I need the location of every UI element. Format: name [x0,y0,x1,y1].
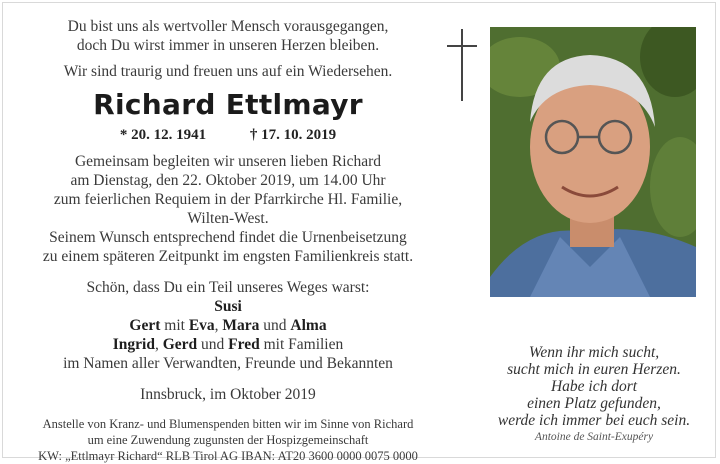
donation-note [17,416,439,464]
quote-line: sucht mich in euren Herzen. [507,361,681,378]
ceremony-line: zum feierlichen Requiem in der Pfarrkirche Hl. Familie, [53,191,403,208]
donation-line: Anstelle von Kranz- und Blumenspenden bitten wir im Sinne von Richard [42,417,414,431]
intro-line-1: Du bist uns als wertvoller Mensch vorausgegangen, [67,18,389,35]
memorial-quote [481,344,707,429]
quote-line: werde ich immer bei euch sein. [497,412,691,429]
quote-line: Wenn ihr mich sucht, [528,344,660,361]
obituary-card [2,2,716,463]
death-date: † 17. 10. 2019 [249,127,337,143]
intro-line-2: doch Du wirst immer in unseren Herzen bleiben. [76,37,380,54]
donation-line: KW: „Ettlmayr Richard“ RLB Tirol AG IBAN: AT20 3600 0000 0075 0000 [38,449,418,463]
intro-line-3: Wir sind traurig und freuen uns auf ein Wiedersehen. [63,63,393,80]
ceremony-line: Seinem Wunsch entsprechend findet die Urnenbeisetzung [49,229,407,246]
birth-date: * 20. 12. 1941 [119,127,207,143]
family-others: im Namen aller Verwandten, Freunde und Bekannten [63,355,393,372]
ceremony-line: am Dienstag, den 22. Oktober 2019, um 14.00 Uhr [70,172,386,189]
ceremony-line: Gemeinsam begleiten wir unseren lieben Richard [74,153,382,170]
deceased-name: Richard Ettlmayr [93,88,363,121]
quote-author: Antoine de Saint-Exupéry [534,431,654,443]
quote-line: Habe ich dort [550,378,638,395]
donation-line: um eine Zuwendung zugunsten der Hospizgemeinschaft [87,433,369,447]
ceremony-line: Wilten-West. [187,210,269,227]
family-intro: Schön, dass Du ein Teil unseres Weges warst: [86,279,370,296]
ceremony-text [17,152,439,266]
cross-icon [447,29,477,101]
family-row: Ingrid, Gerd und Fred mit Familien [112,336,344,353]
family-row: Gert mit Eva, Mara und Alma [129,317,327,334]
quote-line: einen Platz gefunden, [527,395,661,412]
obituary-text-column [17,17,439,464]
ceremony-line: zu einem späteren Zeitpunkt im engsten Familienkreis statt. [42,248,414,265]
portrait-photo [490,27,696,297]
place-date: Innsbruck, im Oktober 2019 [140,386,316,403]
family-spouse: Susi [214,298,242,315]
life-dates [17,126,439,145]
family-list [17,278,439,373]
